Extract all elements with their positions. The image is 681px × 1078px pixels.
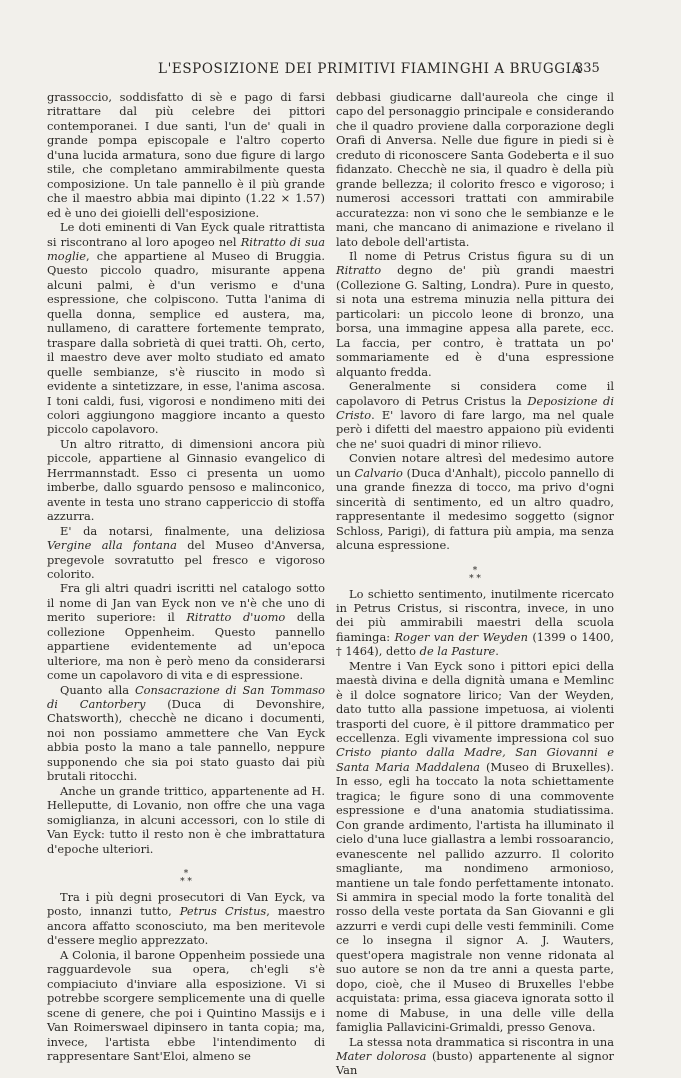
artwork-title: Calvario (354, 465, 403, 480)
paragraph: Lo schietto sentimento, inutilmente ricercato in Petrus Cristus, si riscontra, invece, in uno dei più ammirabili maestri della scuola fiaminga: Roger van der Weyden (1399 o 1400, † 1464), detto de la Pasture. (336, 586, 615, 659)
artwork-title: Ritratto di sua moglie (47, 234, 325, 263)
paragraph: Fra gli altri quadri iscritti nel catalogo sotto il nome di Jan van Eyck non ve n'è che uno di merito superiore: il Ritratto d'uomo della collezione Oppenheim. Questo pannello appartiene evidentemente ad un'epoca ulteriore, ma non è però meno da considerarsi come un capolavoro di vita e di espressione. (47, 581, 325, 683)
paragraph: Mentre i Van Eyck sono i pittori epici della maestà divina e della dignità umana e Memlinc è il dolce sognatore lirico; Van der Weyden, dato tutto alla passione impetuosa, ai violenti trasporti del cuore, è il pittore drammatico per eccellenza. Egli vivamente impressiona col suo Cristo pianto dalla Madre, San Giovanni e Santa Maria Maddalena (Museo di Bruxelles). In esso, egli ha toccato la nota schiettamente tragica; le figure sono di una commovente espressione e d'una anatomia studiatissima. Con grande ardimento, l'artista ha illuminato il cielo d'una luce giallastra a lembi rossoarancio, evanescente nel pallido azzurro. Il colorito smagliante, ma nondimeno armonioso, mantiene un tale fondo perfettamente intonato. Si ammira in special modo la forte tonalità del rosso della veste portata da San Giovanni e gli azzurri e verdi cupi delle vesti femminili. Come ce lo insegna il signor A. J. Wauters, quest'opera magistrale non venne ridonata al suo autore se non da tre anni a questa parte, dopo, cioè, che il Museo di Bruxelles l'ebbe acquistata: prima, essa giaceva ignorata sotto il nome di Mabuse, in una delle ville della famiglia Pallavicini-Grimaldi, presso Genova. (336, 658, 614, 1035)
artist-name: Petrus Cristus (179, 904, 267, 919)
left-column (47, 90, 325, 1063)
header-title: L'ESPOSIZIONE DEI PRIMITIVI FIAMINGHI A BRUGGIA (158, 61, 582, 77)
artwork-title: Ritratto d'uomo (186, 610, 286, 625)
running-header (0, 61, 681, 81)
paragraph: debbasi giudicarne dall'aureola che cinge il capo del personaggio principale e considerando che il quadro proviene dalla corporazione degli Orafi di Anversa. Nelle due figure in piedi si è creduto di riconoscere Santa Godeberta e il suo fidanzato. Checchè ne sia, il quadro è della più grande bellezza; il colorito fresco e vigoroso; i numerosi accessori trattati con ammirabile accuratezza: non vi sono che le sembianze e le mani, che mancano di animazione e rivelano il lato debole dell'artista. (336, 90, 614, 249)
paragraph: Le doti eminenti di Van Eyck quale ritrattista si riscontrano al loro apogeo nel Ritratto di sua moglie, che appartiene al Museo di Bruggia. Questo piccolo quadro, misurante appena alcuni palmi, è d'un verismo e d'una espressione, che colpiscono. Tutta l'anima di quella donna, semplice ed austera, ma, nullameno, di carattere fortemente temprato, traspare dalla sobrietà di quei tratti. Oh, certo, il maestro deve aver molto studiato ed amato quelle sembianze, s'è riuscito in modo sì evidente a sintetizzare, in esse, l'anima ascosa. I toni caldi, fusi, vigorosi e nondimeno miti dei colori aggiungono maggiore incanto a questo piccolo capolavoro. (47, 220, 325, 437)
artwork-title: Consacrazione di San Tommaso di Cantorbery (47, 682, 325, 712)
paragraph: Un altro ritratto, di dimensioni ancora più piccole, appartiene al Ginnasio evangelico di Herrmannstadt. Esso ci presenta un uomo imberbe, dallo sguardo pensoso e malinconico, avente in testa uno strano cappericcio di stoffa azzurra. (47, 436, 325, 524)
paragraph: E' da notarsi, finalmente, una deliziosa Vergine alla fontana del Museo d'Anversa, pregevole sovratutto pel fresco e vigoroso colorito. (47, 523, 325, 581)
artwork-title: Deposizione di Cristo (336, 393, 614, 422)
paragraph: Anche un grande trittico, appartenente ad H. Helleputte, di Lovanio, non offre che una vaga somiglianza, in alcuni accessori, con lo stile di Van Eyck: tutto il resto non è che imbrattatura d'epoche ulteriori. (47, 783, 325, 856)
section-ornament: * * * (180, 869, 192, 888)
artwork-title: Cristo pianto dalla Madre, San Giovanni e Santa Maria Maddalena (336, 745, 614, 774)
artwork-title: Ritratto (336, 263, 382, 278)
paragraph: Il nome di Petrus Cristus figura su di un Ritratto degno de' più grandi maestri (Collezione G. Salting, Londra). Pure in questo, si nota una estrema minuzia nella pittura dei particolari: un piccolo leone di bronzo, una borsa, una immagine appesa alla parete, ecc. La faccia, per contro, è trattata un po' sommariamente ed è d'una espressione alquanto fredda. (336, 248, 614, 379)
page-number: 335 (575, 61, 600, 76)
paragraph: Convien notare altresì del medesimo autore un Calvario (Duca d'Anhalt), piccolo pannello di una grande finezza di tocco, ma privo d'ogni sincerità di sentimento, ed un altro quadro, rappresentante il medesimo soggetto (signor Schloss, Parigi), di fattura più ampia, ma senza alcuna espressione. (336, 451, 615, 553)
right-column (336, 90, 614, 1078)
artist-name: Roger van der Weyden (394, 629, 528, 644)
paragraph: Tra i più degni prosecutori di Van Eyck, va posto, innanzi tutto, Petrus Cristus, maestro ancora affatto sconosciuto, ma ben meritevole d'essere meglio apprezzato. (47, 890, 325, 948)
paragraph: Quanto alla Consacrazione di San Tommaso di Cantorbery (Duca di Devonshire, Chatsworth), checchè ne dicano i documenti, noi non possiamo ammettere che Van Eyck abbia posto la mano a tale pannello, neppure supponendo che sia poi stato guasto dai più brutali ritocchi. (47, 682, 325, 784)
artwork-title: Vergine alla fontana (47, 538, 177, 553)
artist-epithet: de la Pasture (419, 644, 496, 659)
paragraph: grassoccio, soddisfatto di sè e pago di farsi ritrattare dal più celebre dei pittori contemporanei. I due santi, l'un de' quali in grande pompa episcopale e l'altro coperto d'una lucida armatura, sono due figure di largo stile, che completano ammirabilmente questa composizione. Un tale pannello è il più grande che il maestro abbia mai dipinto (1.22 × 1.57) ed è uno dei gioielli dell'esposizione. (47, 90, 325, 220)
artwork-title: Mater dolorosa (336, 1049, 427, 1063)
section-ornament: * * * (469, 565, 481, 584)
paragraph: A Colonia, il barone Oppenheim possiede una ragguardevole sua opera, ch'egli s'è compiaciuto d'inviare alla esposizione. Vi si potrebbe scorgere semplicemente una di quelle scene di genere, che poi i Quintino Massijs e i Van Roimerswael dipinsero in tanta copia; ma, invece, l'artista ebbe l'intendimento di rappresentare Sant'Eloi, almeno se (47, 947, 325, 1063)
paragraph: Generalmente si considera come il capolavoro di Petrus Cristus la Deposizione di Cristo. E' lavoro di fare largo, ma nel quale però i difetti del maestro appaiono più evidenti che ne' suoi quadri di minor rilievo. (336, 379, 614, 451)
paragraph: La stessa nota drammatica si riscontra in una Mater dolorosa (busto) appartenente al signor Van (336, 1034, 614, 1078)
